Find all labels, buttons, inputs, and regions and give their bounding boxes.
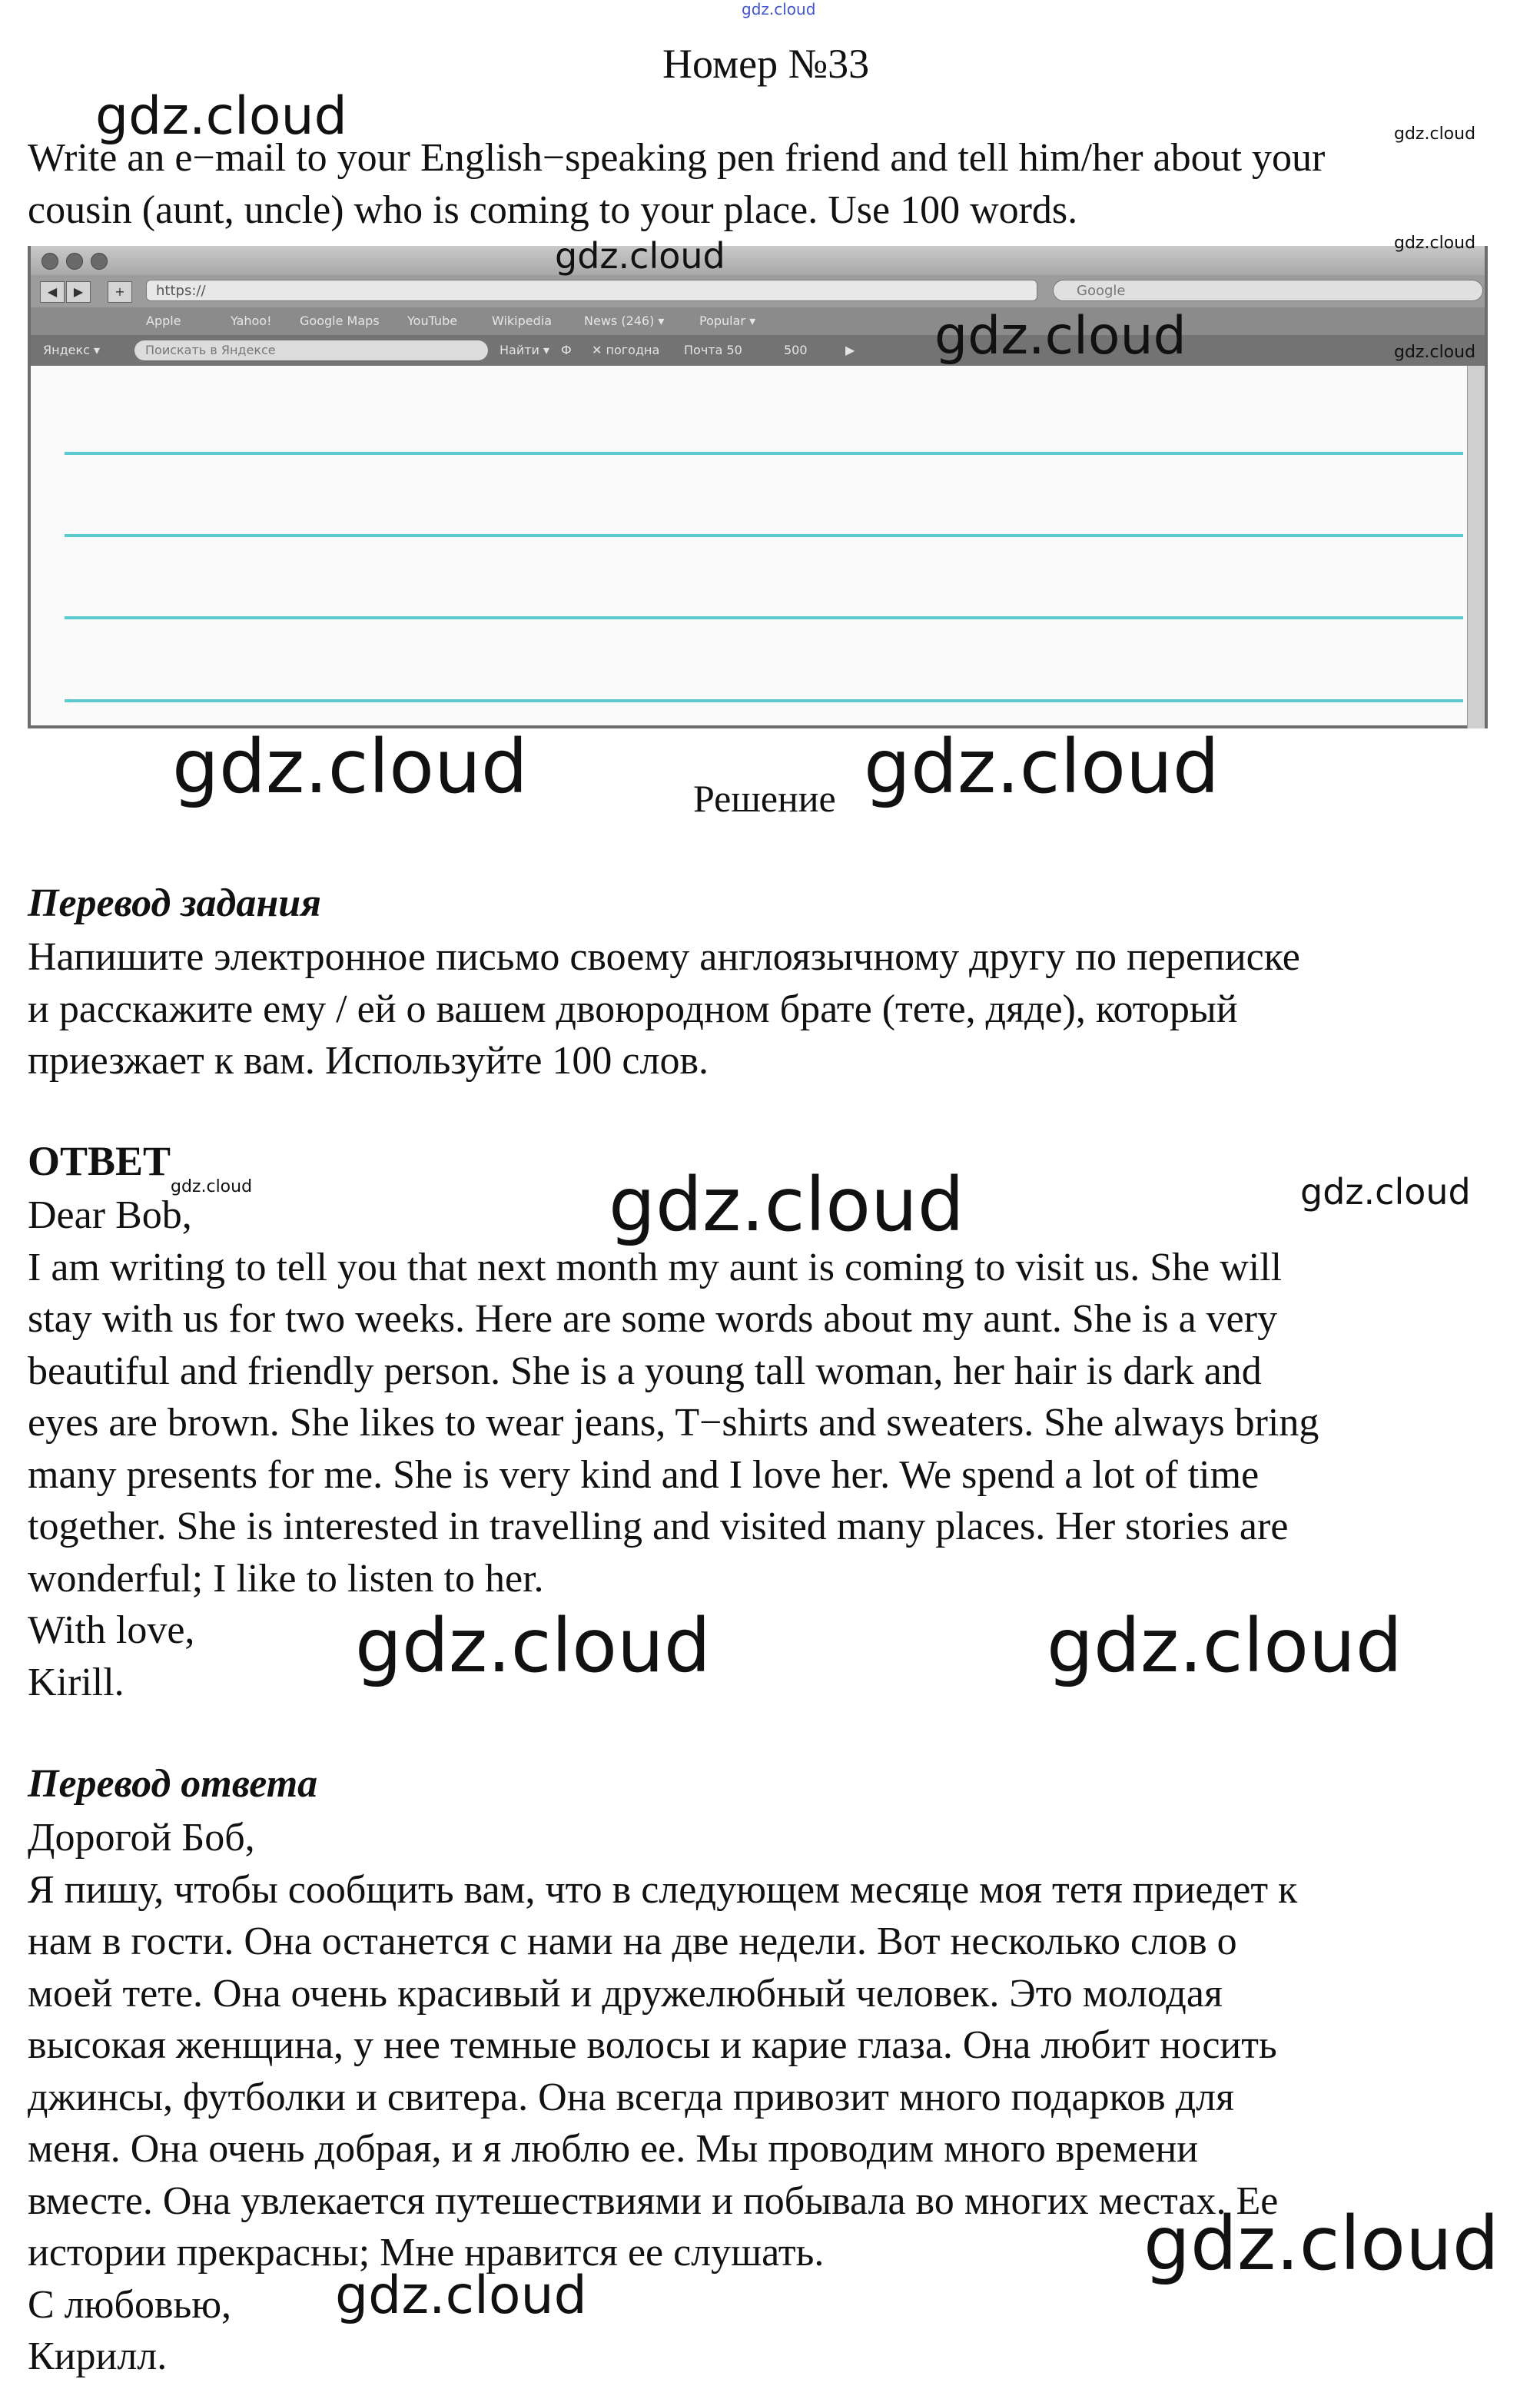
watermark: gdz.cloud (555, 235, 725, 277)
toolbar-item: ▶ (845, 343, 855, 357)
browser-address-bar (31, 275, 1485, 307)
bookmark-item: Yahoo! (231, 314, 272, 328)
watermark: gdz.cloud (1047, 1603, 1402, 1689)
toolbar-item: 500 (784, 343, 808, 357)
solution-label: Решение (693, 777, 836, 820)
watermark: gdz.cloud (1394, 343, 1476, 362)
forward-arrow-icon: ▶ (66, 281, 91, 303)
watermark: gdz.cloud (609, 1162, 964, 1248)
translation-task-text: Напишите электронное письмо своему англоязычному другу по переписке и расскажите ему / ей о вашем двоюродном брате (тете, дяде), который приезжает к вам. Используйте 100 слов. (28, 935, 1300, 1083)
watermark: gdz.cloud (1394, 234, 1476, 253)
bookmark-item: Google Maps (300, 314, 380, 328)
minimize-dot-icon (66, 253, 83, 270)
watermark: gdz.cloud (934, 306, 1187, 367)
yandex-toolbar (31, 335, 1485, 366)
writing-line (65, 616, 1463, 619)
toolbar-item: ✕ погодна (592, 343, 660, 357)
answer-heading: ОТВЕТ (28, 1138, 171, 1184)
watermark: gdz.cloud (864, 724, 1220, 810)
bookmark-item: YouTube (407, 314, 458, 328)
url-field: https:// (146, 280, 1037, 301)
bookmark-item: Wikipedia (492, 314, 553, 328)
toolbar-item: Ф (561, 343, 572, 357)
watermark: gdz.cloud (95, 86, 347, 147)
close-dot-icon (41, 253, 58, 270)
watermark: gdz.cloud (172, 724, 528, 810)
google-search-field: Google (1053, 280, 1483, 301)
add-tab-icon: + (108, 281, 132, 303)
translation-answer-text: Дорогой Боб, Я пишу, чтобы сообщить вам, что в следующем месяце моя тетя приедет к нам в гости. Она останется с нами на две недели. Вот несколько слов о моей тете. Она очень красивый и дружелюбный человек. Это молодая высокая женщина, у нее темные волосы и карие глаза. Она любит носить джинсы, футболки и свитера. Она всегда привозит много подарков для меня. Она очень добрая, и я люблю ее. Мы проводим много времени вместе. Она увлекается путешествиями и побывала во многих местах. Ее истории прекрасны; Мне нравится ее слушать. С любовью, Кирилл. (28, 1816, 1298, 2378)
writing-line (65, 452, 1463, 455)
watermark: gdz.cloud (1300, 1171, 1471, 1213)
scrollbar (1467, 366, 1485, 728)
browser-window-illustration (28, 246, 1488, 728)
translation-answer-heading: Перевод ответа (28, 1762, 318, 1806)
bookmark-item: Popular ▾ (699, 314, 756, 328)
zoom-dot-icon (91, 253, 108, 270)
watermark: gdz.cloud (1394, 124, 1476, 144)
writing-line (65, 534, 1463, 537)
toolbar-item: Почта 50 (684, 343, 742, 357)
writing-line (65, 699, 1463, 702)
watermark: gdz.cloud (171, 1177, 253, 1196)
task-text: Write an e−mail to your English−speaking pen friend and tell him/her about your cousin (aunt, uncle) who is coming to your place. Use 100 words. (28, 136, 1326, 232)
top-watermark: gdz.cloud (742, 0, 816, 18)
bookmarks-bar (31, 307, 1485, 335)
watermark: gdz.cloud (335, 2265, 587, 2326)
watermark: gdz.cloud (1143, 2201, 1499, 2287)
yandex-search-field: Поискать в Яндексе (134, 340, 488, 360)
answer-text: Dear Bob, I am writing to tell you that next month my aunt is coming to visit us. She will stay with us for two weeks. Here are some words about my aunt. She is a very beautiful and friendly person. She is a young tall woman, her hair is dark and eyes are brown. She likes to wear jeans, T−shirts and sweaters. She always bring many presents for me. She is very kind and I love her. We spend a lot of time together. She is interested in travelling and visited many places. Her stories are wonderful; I like to listen to her. With love, Kirill. (28, 1193, 1319, 1704)
back-arrow-icon: ◀ (40, 281, 65, 303)
page-title: Номер №33 (662, 41, 870, 87)
toolbar-item: Найти ▾ (500, 343, 550, 357)
watermark: gdz.cloud (355, 1603, 711, 1689)
translation-task-heading: Перевод задания (28, 881, 321, 925)
bookmark-item: Apple (146, 314, 181, 328)
browser-titlebar (31, 246, 1485, 275)
yandex-label: Яндекс ▾ (43, 343, 101, 357)
bookmark-item: News (246) ▾ (584, 314, 665, 328)
